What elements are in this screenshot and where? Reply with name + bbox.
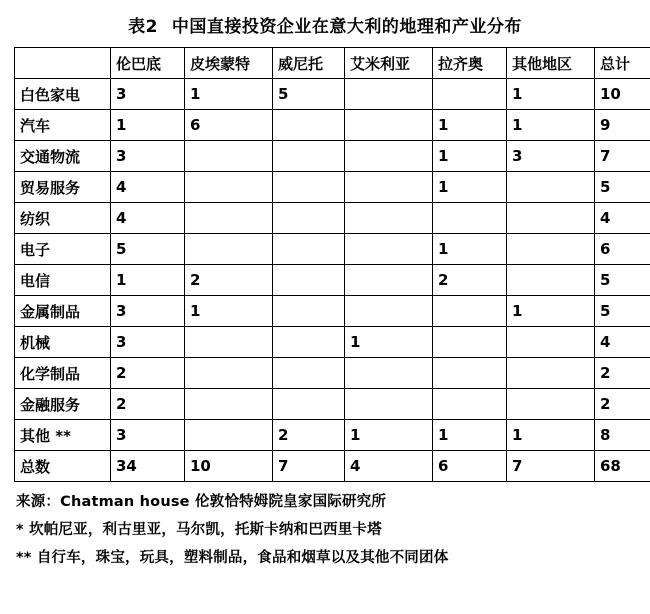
cell bbox=[185, 420, 273, 451]
table-number: 表2 bbox=[128, 17, 158, 37]
cell: 1 bbox=[433, 141, 507, 172]
note-double-asterisk: ** 自行车，珠宝，玩具，塑料制品，食品和烟草以及其他不同团体 bbox=[16, 550, 449, 566]
cell-total: 2 bbox=[595, 389, 650, 420]
cell bbox=[345, 79, 433, 110]
cell bbox=[433, 389, 507, 420]
cell bbox=[273, 172, 345, 203]
table-row bbox=[15, 110, 650, 141]
cell bbox=[345, 265, 433, 296]
cell bbox=[185, 358, 273, 389]
cell: 1 bbox=[345, 327, 433, 358]
cell: 5 bbox=[111, 234, 185, 265]
cell bbox=[433, 358, 507, 389]
cell bbox=[507, 358, 595, 389]
cell: 2 bbox=[185, 265, 273, 296]
table-row-total bbox=[15, 451, 650, 482]
cell bbox=[507, 389, 595, 420]
cell bbox=[507, 234, 595, 265]
cell: 1 bbox=[111, 110, 185, 141]
cell bbox=[345, 358, 433, 389]
table-notes bbox=[16, 490, 636, 567]
cell bbox=[345, 203, 433, 234]
column-header-piedmont: 皮埃蒙特 bbox=[185, 48, 273, 79]
column-header-veneto: 威尼托 bbox=[273, 48, 345, 79]
cell bbox=[273, 203, 345, 234]
cell: 1 bbox=[345, 420, 433, 451]
cell bbox=[273, 327, 345, 358]
table-row bbox=[15, 358, 650, 389]
column-header-industry bbox=[15, 48, 111, 79]
cell: 1 bbox=[507, 110, 595, 141]
table-body bbox=[15, 79, 650, 482]
cell: 2 bbox=[433, 265, 507, 296]
cell-total: 4 bbox=[595, 203, 650, 234]
cell: 7 bbox=[273, 451, 345, 482]
cell: 2 bbox=[273, 420, 345, 451]
cell-total: 2 bbox=[595, 358, 650, 389]
cell: 6 bbox=[185, 110, 273, 141]
cell bbox=[273, 296, 345, 327]
table-header-row bbox=[15, 48, 650, 79]
cell bbox=[345, 172, 433, 203]
cell-total: 5 bbox=[595, 296, 650, 327]
cell bbox=[345, 389, 433, 420]
table-row bbox=[15, 327, 650, 358]
cell: 34 bbox=[111, 451, 185, 482]
row-label: 机械 bbox=[15, 327, 111, 358]
cell-total: 7 bbox=[595, 141, 650, 172]
row-label: 交通物流 bbox=[15, 141, 111, 172]
cell: 2 bbox=[111, 358, 185, 389]
cell: 1 bbox=[507, 296, 595, 327]
table-row bbox=[15, 234, 650, 265]
column-header-other-regions: 其他地区 bbox=[507, 48, 595, 79]
row-label: 总数 bbox=[15, 451, 111, 482]
cell bbox=[433, 203, 507, 234]
note-source: 来源：Chatman house 伦敦恰特姆院皇家国际研究所 bbox=[16, 494, 387, 510]
table-row bbox=[15, 265, 650, 296]
cell bbox=[433, 327, 507, 358]
cell bbox=[273, 110, 345, 141]
cell bbox=[185, 141, 273, 172]
cell bbox=[185, 172, 273, 203]
cell: 3 bbox=[111, 141, 185, 172]
cell: 3 bbox=[111, 296, 185, 327]
cell: 6 bbox=[433, 451, 507, 482]
cell: 4 bbox=[111, 203, 185, 234]
cell-total: 8 bbox=[595, 420, 650, 451]
row-label: 白色家电 bbox=[15, 79, 111, 110]
cell-total: 4 bbox=[595, 327, 650, 358]
cell bbox=[507, 172, 595, 203]
note-single-asterisk: * 坎帕尼亚，利古里亚，马尔凯，托斯卡纳和巴西里卡塔 bbox=[16, 522, 382, 538]
cell: 1 bbox=[433, 110, 507, 141]
row-label: 金属制品 bbox=[15, 296, 111, 327]
cell: 5 bbox=[273, 79, 345, 110]
row-label: 电信 bbox=[15, 265, 111, 296]
row-label: 汽车 bbox=[15, 110, 111, 141]
cell: 3 bbox=[507, 141, 595, 172]
cell bbox=[433, 296, 507, 327]
table-row bbox=[15, 420, 650, 451]
cell: 1 bbox=[433, 420, 507, 451]
cell: 1 bbox=[185, 79, 273, 110]
column-header-lazio: 拉齐奥 bbox=[433, 48, 507, 79]
cell-total: 6 bbox=[595, 234, 650, 265]
row-label: 电子 bbox=[15, 234, 111, 265]
cell: 1 bbox=[507, 420, 595, 451]
cell: 10 bbox=[185, 451, 273, 482]
cell: 3 bbox=[111, 420, 185, 451]
cell bbox=[273, 141, 345, 172]
table-row bbox=[15, 79, 650, 110]
cell bbox=[273, 234, 345, 265]
cell bbox=[185, 389, 273, 420]
cell-total: 5 bbox=[595, 265, 650, 296]
row-label: 其他 ** bbox=[15, 420, 111, 451]
table-row bbox=[15, 389, 650, 420]
cell bbox=[345, 110, 433, 141]
row-label: 贸易服务 bbox=[15, 172, 111, 203]
cell: 2 bbox=[111, 389, 185, 420]
cell bbox=[345, 296, 433, 327]
cell bbox=[433, 79, 507, 110]
cell: 1 bbox=[433, 234, 507, 265]
cell bbox=[273, 389, 345, 420]
table-row bbox=[15, 141, 650, 172]
table-row bbox=[15, 296, 650, 327]
cell: 1 bbox=[507, 79, 595, 110]
cell: 7 bbox=[507, 451, 595, 482]
cell bbox=[507, 327, 595, 358]
distribution-table bbox=[14, 47, 650, 482]
column-header-emilia: 艾米利亚 bbox=[345, 48, 433, 79]
cell bbox=[185, 203, 273, 234]
column-header-lombardy: 伦巴底 bbox=[111, 48, 185, 79]
table-title-text: 中国直接投资企业在意大利的地理和产业分布 bbox=[171, 17, 522, 37]
table-title bbox=[14, 12, 636, 37]
cell bbox=[507, 203, 595, 234]
cell: 1 bbox=[111, 265, 185, 296]
cell-total: 10 bbox=[595, 79, 650, 110]
cell bbox=[345, 141, 433, 172]
cell bbox=[507, 265, 595, 296]
column-header-total: 总计 bbox=[595, 48, 650, 79]
cell bbox=[185, 327, 273, 358]
cell: 4 bbox=[111, 172, 185, 203]
cell bbox=[345, 234, 433, 265]
cell: 3 bbox=[111, 327, 185, 358]
table-row bbox=[15, 172, 650, 203]
row-label: 金融服务 bbox=[15, 389, 111, 420]
cell: 3 bbox=[111, 79, 185, 110]
cell-total: 9 bbox=[595, 110, 650, 141]
table-row bbox=[15, 203, 650, 234]
cell bbox=[273, 265, 345, 296]
row-label: 化学制品 bbox=[15, 358, 111, 389]
cell: 4 bbox=[345, 451, 433, 482]
cell-total: 68 bbox=[595, 451, 650, 482]
cell-total: 5 bbox=[595, 172, 650, 203]
cell bbox=[185, 234, 273, 265]
cell: 1 bbox=[433, 172, 507, 203]
cell bbox=[273, 358, 345, 389]
row-label: 纺织 bbox=[15, 203, 111, 234]
cell: 1 bbox=[185, 296, 273, 327]
